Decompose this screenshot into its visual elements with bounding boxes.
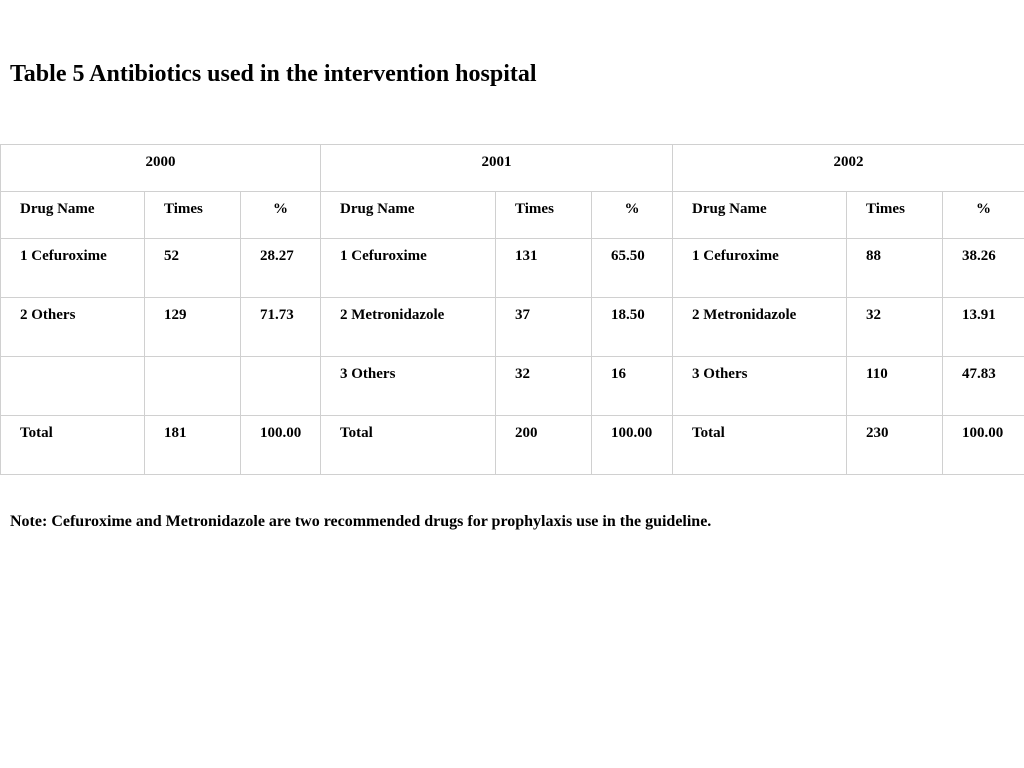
table-cell: 3 Others: [673, 357, 847, 416]
table-cell: 28.27: [241, 239, 321, 298]
table-cell: 2 Others: [1, 298, 145, 357]
table-cell: 37: [496, 298, 592, 357]
column-header: Drug Name: [1, 192, 145, 239]
column-header: Drug Name: [321, 192, 496, 239]
table-cell: Total: [1, 416, 145, 475]
table-cell: 200: [496, 416, 592, 475]
column-header: %: [943, 192, 1024, 239]
table-cell: 71.73: [241, 298, 321, 357]
table-cell: [1, 357, 145, 416]
table-cell: 100.00: [592, 416, 673, 475]
total-row: [1, 416, 1024, 475]
page-title: Table 5 Antibiotics used in the intervention hospital: [10, 61, 537, 87]
year-header-row: [1, 145, 1024, 192]
table-cell: 18.50: [592, 298, 673, 357]
table-cell: Total: [673, 416, 847, 475]
column-header-row: [1, 192, 1024, 239]
column-header: Drug Name: [673, 192, 847, 239]
table-row: [1, 357, 1024, 416]
table-cell: 16: [592, 357, 673, 416]
table-cell: 131: [496, 239, 592, 298]
table-cell: 13.91: [943, 298, 1024, 357]
table-row: [1, 239, 1024, 298]
column-header: %: [241, 192, 321, 239]
year-2002-header: 2002: [673, 145, 1024, 192]
table-cell: 1 Cefuroxime: [321, 239, 496, 298]
antibiotics-table: [0, 144, 1024, 475]
year-2001-header: 2001: [321, 145, 673, 192]
table-cell: 65.50: [592, 239, 673, 298]
table-cell: 52: [145, 239, 241, 298]
table-row: [1, 298, 1024, 357]
table-cell: [145, 357, 241, 416]
table-cell: 1 Cefuroxime: [673, 239, 847, 298]
column-header: %: [592, 192, 673, 239]
table-cell: 181: [145, 416, 241, 475]
table-cell: 88: [847, 239, 943, 298]
table-cell: 32: [496, 357, 592, 416]
table-cell: 38.26: [943, 239, 1024, 298]
table-cell: 110: [847, 357, 943, 416]
table-cell: Total: [321, 416, 496, 475]
table-cell: 100.00: [943, 416, 1024, 475]
table-cell: 2 Metronidazole: [321, 298, 496, 357]
year-2000-header: 2000: [1, 145, 321, 192]
table-cell: 47.83: [943, 357, 1024, 416]
table-cell: 100.00: [241, 416, 321, 475]
column-header: Times: [847, 192, 943, 239]
table-note: Note: Cefuroxime and Metronidazole are two recommended drugs for prophylaxis use in the guideline.: [10, 513, 712, 530]
table-cell: 129: [145, 298, 241, 357]
column-header: Times: [145, 192, 241, 239]
column-header: Times: [496, 192, 592, 239]
table-cell: 1 Cefuroxime: [1, 239, 145, 298]
table-cell: [241, 357, 321, 416]
table-cell: 2 Metronidazole: [673, 298, 847, 357]
table-cell: 3 Others: [321, 357, 496, 416]
table-cell: 230: [847, 416, 943, 475]
table-cell: 32: [847, 298, 943, 357]
